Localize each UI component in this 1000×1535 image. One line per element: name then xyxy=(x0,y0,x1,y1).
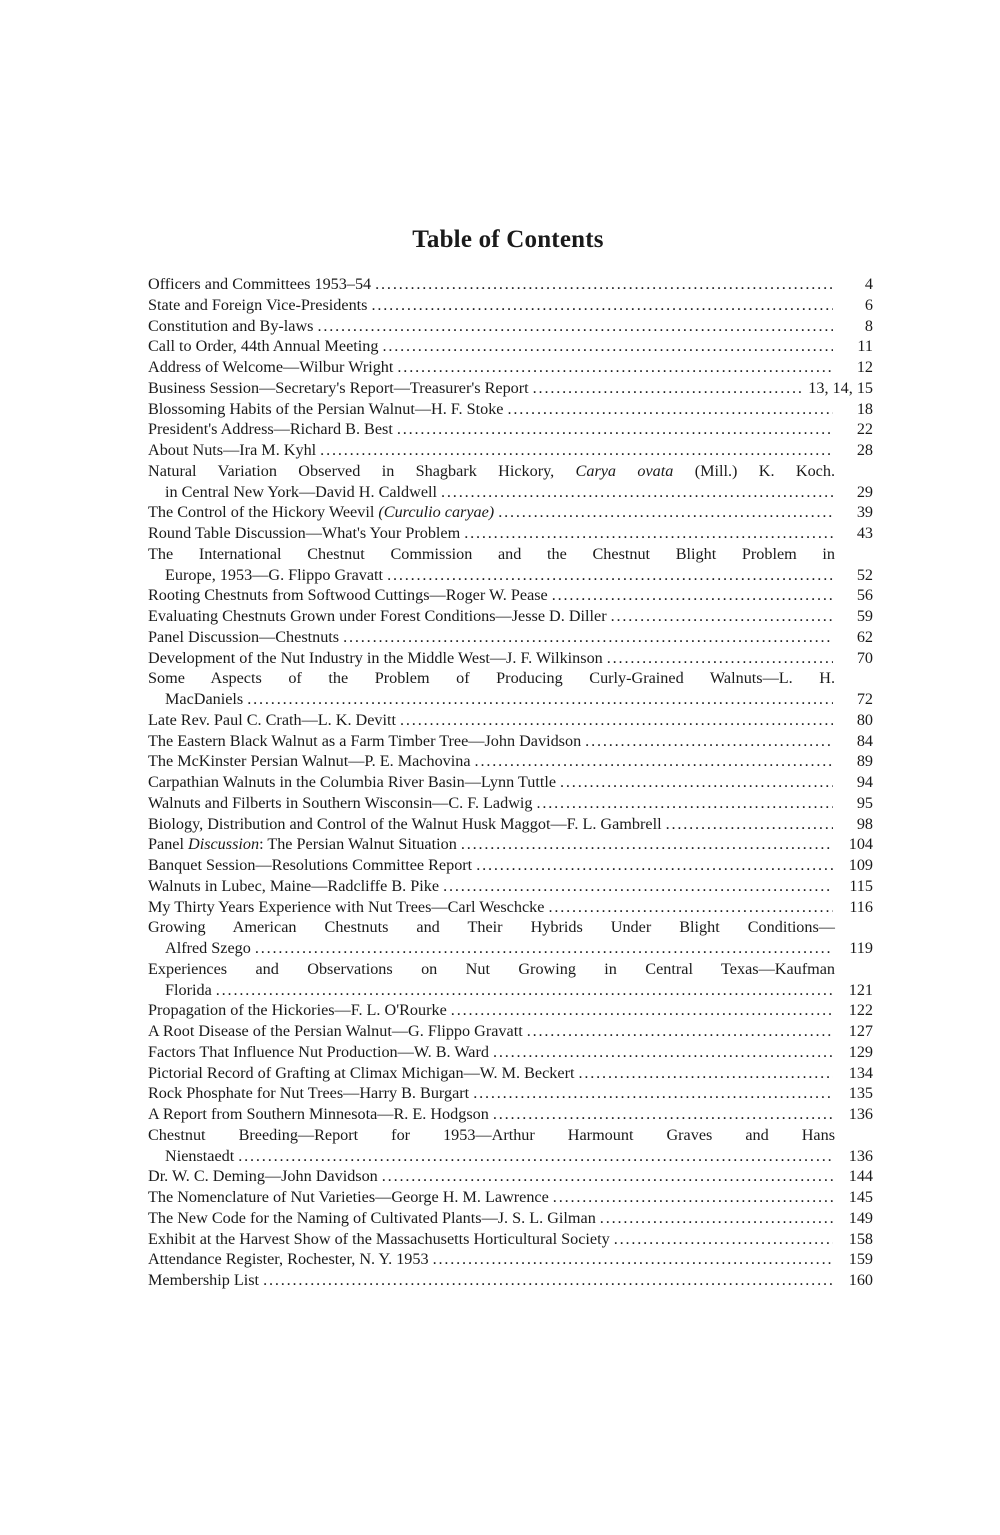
page-number: 80 xyxy=(856,710,873,729)
entry-title xyxy=(148,378,529,399)
page-number: 158 xyxy=(848,1229,873,1248)
toc-entry xyxy=(148,917,873,959)
toc-entry xyxy=(148,1000,873,1021)
page-number: 159 xyxy=(848,1250,873,1269)
toc-entry xyxy=(148,814,873,835)
entry-title-text: Natural Variation Observed in Shagbark Hickory, xyxy=(148,461,576,480)
toc-entry-line xyxy=(148,834,873,855)
entry-title-text: The New Code for the Naming of Cultivated Plants—J. S. L. Gilman xyxy=(148,1208,596,1227)
toc-entry xyxy=(148,544,873,586)
toc-entry-line xyxy=(148,502,873,523)
entry-title xyxy=(148,1063,574,1084)
entry-title-text: Carpathian Walnuts in the Columbia River Basin—Lynn Tuttle xyxy=(148,773,557,791)
page-number: 28 xyxy=(856,441,873,459)
entry-title-text: Alfred Szego xyxy=(165,939,251,957)
toc-entry-line xyxy=(148,1208,873,1229)
page-number: 119 xyxy=(849,939,873,957)
toc-entry-line xyxy=(148,855,873,876)
toc-entry-line xyxy=(148,523,873,544)
entry-title xyxy=(148,274,371,295)
page-number: 129 xyxy=(848,1042,873,1061)
entry-title-text: Rock Phosphate for Nut Trees—Harry B. Burgart xyxy=(148,1084,470,1103)
dot-leader xyxy=(393,357,833,378)
dot-leader xyxy=(472,855,833,876)
toc-entry-line xyxy=(148,1166,873,1187)
toc-entry-line xyxy=(148,689,873,710)
toc-entry xyxy=(148,378,873,399)
page-number: 160 xyxy=(848,1271,873,1289)
entry-title-text: Address of Welcome—Wilbur Wright xyxy=(148,358,394,376)
dot-leader xyxy=(523,1021,833,1042)
entry-title-text: Chestnut Breeding—Report for 1953—Arthur Harmount Graves and Hans xyxy=(148,1125,835,1144)
toc-entry-line xyxy=(148,357,873,378)
dot-leader xyxy=(383,565,833,586)
dot-leader xyxy=(548,585,833,606)
page-number: 122 xyxy=(848,1001,873,1020)
dot-leader xyxy=(469,1083,833,1104)
toc-entry-line xyxy=(148,565,873,586)
dot-leader xyxy=(371,274,833,295)
toc-entry xyxy=(148,523,873,544)
dot-leader xyxy=(471,751,833,772)
toc-entry-line xyxy=(148,1229,873,1250)
entry-title xyxy=(148,627,339,648)
toc-entry xyxy=(148,876,873,897)
entry-title xyxy=(148,1208,596,1229)
entry-title xyxy=(148,1166,378,1187)
toc-entry xyxy=(148,1187,873,1208)
entry-title-text: Dr. W. C. Deming—John Davidson xyxy=(148,1167,378,1186)
toc-entry xyxy=(148,419,873,440)
entry-title-text: Evaluating Chestnuts Grown under Forest Conditions—Jesse D. Diller xyxy=(148,607,607,625)
entry-title xyxy=(148,855,472,876)
dot-leader xyxy=(439,876,833,897)
dot-leader xyxy=(243,689,833,710)
page-number: 6 xyxy=(864,295,873,314)
toc-entry-line xyxy=(148,1042,873,1063)
toc-entry xyxy=(148,855,873,876)
entry-title xyxy=(148,710,396,731)
page-number: 95 xyxy=(856,793,873,812)
toc-entry-line xyxy=(148,606,873,627)
dot-leader xyxy=(662,814,833,835)
toc-entry-wrapped-line xyxy=(148,461,873,482)
dot-leader xyxy=(489,1104,833,1125)
entry-title xyxy=(148,1249,429,1270)
entry-title-text: The Nomenclature of Nut Varieties—George H. M. Lawrence xyxy=(148,1188,549,1206)
entry-title xyxy=(148,399,503,420)
page-number: 109 xyxy=(848,856,873,874)
entry-title-text: in Central New York—David H. Caldwell xyxy=(165,482,438,501)
entry-title-text: Attendance Register, Rochester, N. Y. 1953 xyxy=(148,1250,429,1269)
entry-title xyxy=(165,482,437,503)
toc-entry-line xyxy=(148,731,873,752)
dot-leader xyxy=(549,1187,833,1208)
toc-entry-line xyxy=(148,897,873,918)
entry-title-text: The Control of the Hickory Weevil xyxy=(148,503,379,522)
page-number: 127 xyxy=(848,1022,873,1040)
entry-title xyxy=(148,606,607,627)
dot-leader xyxy=(234,1146,833,1167)
entry-title-text: The McKinster Persian Walnut—P. E. Machovina xyxy=(148,752,471,771)
entry-title-italic: Carya ovata xyxy=(575,461,674,480)
toc-entry-line xyxy=(148,772,873,793)
entry-title xyxy=(148,648,603,669)
toc-entry xyxy=(148,731,873,752)
toc-entry-line xyxy=(148,440,873,461)
page-number: 134 xyxy=(848,1063,873,1082)
toc-entry-line xyxy=(148,980,873,1001)
entry-title-text: Walnuts in Lubec, Maine—Radcliffe B. Pike xyxy=(148,876,440,895)
page-number: 144 xyxy=(848,1167,873,1186)
toc-entry xyxy=(148,648,873,669)
entry-title xyxy=(148,814,662,835)
entry-title-text: Business Session—Secretary's Report—Treasurer's Report xyxy=(148,378,529,397)
page-number: 39 xyxy=(856,503,873,522)
entry-title xyxy=(165,689,243,710)
page-number: 70 xyxy=(856,648,873,667)
page-number: 135 xyxy=(848,1084,873,1103)
dot-leader xyxy=(460,523,833,544)
toc-entry xyxy=(148,668,873,710)
page-number: 62 xyxy=(856,627,873,646)
toc-entry xyxy=(148,834,873,855)
entry-title xyxy=(148,793,532,814)
entry-title xyxy=(148,502,494,523)
entry-title-text: Panel xyxy=(148,835,189,854)
toc-entry-line xyxy=(148,751,873,772)
dot-leader xyxy=(494,502,833,523)
dot-leader xyxy=(396,710,833,731)
page-number: 52 xyxy=(856,565,873,584)
dot-leader xyxy=(503,399,833,420)
entry-title-text: My Thirty Years Experience with Nut Trees—Carl Weschcke xyxy=(148,897,545,916)
toc-entry-line xyxy=(148,399,873,420)
toc-entry xyxy=(148,461,873,503)
dot-leader xyxy=(212,980,833,1001)
page-number: 98 xyxy=(856,814,873,833)
entry-title xyxy=(148,1000,447,1021)
page-title: Table of Contents xyxy=(412,226,604,253)
entry-title-text: Officers and Committees 1953–54 xyxy=(148,275,372,293)
dot-leader xyxy=(529,378,805,399)
entry-title-text: The Eastern Black Walnut as a Farm Timber Tree—John Davidson xyxy=(148,731,582,750)
page-number: 89 xyxy=(856,752,873,771)
page-number: 13, 14, 15 xyxy=(808,378,873,397)
toc-entry xyxy=(148,1042,873,1063)
toc-entry-line xyxy=(148,1270,873,1291)
entry-title xyxy=(148,772,556,793)
dot-leader xyxy=(607,606,833,627)
entry-title xyxy=(165,565,383,586)
page-number: 104 xyxy=(848,835,873,854)
toc-entry-line xyxy=(148,1146,873,1167)
entry-title-text: Exhibit at the Harvest Show of the Massachusetts Horticultural Society xyxy=(148,1229,610,1248)
entry-title-text: Experiences and Observations on Nut Growing in Central Texas—Kaufman xyxy=(148,959,835,978)
page-number: 8 xyxy=(864,316,873,335)
toc-entry-wrapped-line xyxy=(148,668,873,689)
toc-entry-line xyxy=(148,336,873,357)
dot-leader xyxy=(378,1166,833,1187)
toc-entry-line xyxy=(148,419,873,440)
toc-entry xyxy=(148,606,873,627)
toc-entry xyxy=(148,793,873,814)
entry-title xyxy=(165,980,212,1001)
entry-title-text: Pictorial Record of Grafting at Climax Michigan—W. M. Beckert xyxy=(148,1063,575,1082)
toc-entry-line xyxy=(148,876,873,897)
toc-entry-line xyxy=(148,793,873,814)
entry-title-text: Rooting Chestnuts from Softwood Cuttings—Roger W. Pease xyxy=(148,586,548,605)
toc-entry-wrapped-line xyxy=(148,544,873,565)
toc-entry-line xyxy=(148,710,873,731)
entry-title xyxy=(148,336,378,357)
toc-entry-line xyxy=(148,1187,873,1208)
entry-title-text: (Mill.) K. Koch. xyxy=(673,461,835,480)
toc-entry-line xyxy=(148,1000,873,1021)
entry-title-italic: (Curculio caryae) xyxy=(378,503,495,522)
entry-title xyxy=(148,876,439,897)
entry-title xyxy=(148,523,460,544)
toc-entry-line xyxy=(148,1104,873,1125)
entry-title-text: Walnuts and Filberts in Southern Wisconsin—C. F. Ladwig xyxy=(148,793,533,812)
entry-title xyxy=(148,1042,489,1063)
toc-entry xyxy=(148,751,873,772)
entry-title-text: About Nuts—Ira M. Kyhl xyxy=(148,441,317,459)
entry-title-text: Round Table Discussion—What's Your Problem xyxy=(148,524,461,542)
dot-leader xyxy=(489,1042,833,1063)
page-number: 59 xyxy=(856,607,873,625)
toc-entry xyxy=(148,357,873,378)
dot-leader xyxy=(447,1000,833,1021)
dot-leader xyxy=(556,772,833,793)
dot-leader xyxy=(603,648,833,669)
toc-entry xyxy=(148,399,873,420)
toc-entry-line xyxy=(148,585,873,606)
toc-entry xyxy=(148,274,873,295)
toc-entry xyxy=(148,772,873,793)
dot-leader xyxy=(596,1208,833,1229)
page-number: 72 xyxy=(856,690,873,708)
page-number: 4 xyxy=(864,275,873,293)
entry-title-text: A Root Disease of the Persian Walnut—G. Flippo Gravatt xyxy=(148,1022,523,1040)
entry-title-italic: Discussion xyxy=(188,835,260,854)
dot-leader xyxy=(581,731,833,752)
entry-title-text: Factors That Influence Nut Production—W. B. Ward xyxy=(148,1042,489,1061)
toc-entry xyxy=(148,1208,873,1229)
toc-entry xyxy=(148,1249,873,1270)
entry-title-text: A Report from Southern Minnesota—R. E. Hodgson xyxy=(148,1105,489,1123)
toc-entry xyxy=(148,295,873,316)
page-number: 136 xyxy=(848,1146,873,1165)
entry-title-text: : The Persian Walnut Situation xyxy=(259,835,457,854)
entry-title-text: Europe, 1953—G. Flippo Gravatt xyxy=(165,565,384,584)
page-number: 136 xyxy=(848,1105,873,1123)
entry-title-text: State and Foreign Vice-Presidents xyxy=(148,295,368,314)
page-number: 121 xyxy=(848,980,873,999)
toc-entry xyxy=(148,710,873,731)
entry-title-text: MacDaniels xyxy=(165,690,244,708)
page-number: 43 xyxy=(856,524,873,542)
toc-entry-line xyxy=(148,1063,873,1084)
toc-entry xyxy=(148,1083,873,1104)
entry-title xyxy=(165,1146,234,1167)
toc-entry-line xyxy=(148,482,873,503)
entry-title-text: Blossoming Habits of the Persian Walnut—H. F. Stoke xyxy=(148,399,504,418)
page-number: 145 xyxy=(848,1188,873,1206)
toc-entry-line xyxy=(148,316,873,337)
dot-leader xyxy=(313,316,833,337)
entry-title-text: Growing American Chestnuts and Their Hybrids Under Blight Conditions— xyxy=(148,918,835,937)
toc-entry xyxy=(148,1166,873,1187)
toc-entry-line xyxy=(148,1249,873,1270)
dot-leader xyxy=(367,295,833,316)
entry-title-text: Late Rev. Paul C. Crath—L. K. Devitt xyxy=(148,710,397,729)
dot-leader xyxy=(437,482,833,503)
toc-entry-line xyxy=(148,1083,873,1104)
toc-entry-line xyxy=(148,274,873,295)
dot-leader xyxy=(429,1249,833,1270)
entry-title xyxy=(148,316,313,337)
entry-title xyxy=(148,419,393,440)
toc-entry xyxy=(148,1270,873,1291)
entry-title-text: Some Aspects of the Problem of Producing Curly-Grained Walnuts—L. H. xyxy=(148,669,835,688)
dot-leader xyxy=(251,938,833,959)
page-number: 94 xyxy=(856,773,873,791)
toc-entry xyxy=(148,336,873,357)
toc-entry-line xyxy=(148,295,873,316)
entry-title xyxy=(148,1083,469,1104)
page-number: 115 xyxy=(849,876,873,895)
toc-entry-line xyxy=(148,378,873,399)
entry-title-text: Call to Order, 44th Annual Meeting xyxy=(148,337,379,356)
entry-title-text: The International Chestnut Commission and the Chestnut Blight Problem in xyxy=(148,544,835,563)
toc-entry xyxy=(148,502,873,523)
toc-entry xyxy=(148,1104,873,1125)
entry-title xyxy=(148,357,393,378)
toc-entry-line xyxy=(148,938,873,959)
dot-leader xyxy=(532,793,833,814)
toc-entry xyxy=(148,1125,873,1167)
entry-title-text: Panel Discussion—Chestnuts xyxy=(148,627,340,646)
dot-leader xyxy=(610,1229,833,1250)
dot-leader xyxy=(339,627,833,648)
entry-title xyxy=(148,1270,259,1291)
entry-title xyxy=(148,440,316,461)
entry-title xyxy=(165,938,251,959)
dot-leader xyxy=(259,1270,833,1291)
entry-title xyxy=(148,834,457,855)
page-number: 18 xyxy=(856,399,873,418)
page-number: 84 xyxy=(856,731,873,750)
page-number: 56 xyxy=(856,586,873,605)
page-number: 149 xyxy=(848,1208,873,1227)
entry-title xyxy=(148,585,548,606)
toc-entry xyxy=(148,959,873,1001)
entry-title-text: Propagation of the Hickories—F. L. O'Rourke xyxy=(148,1001,447,1020)
entry-title-text: President's Address—Richard B. Best xyxy=(148,420,393,439)
entry-title-text: Banquet Session—Resolutions Committee Report xyxy=(148,856,473,874)
page-number: 22 xyxy=(856,420,873,439)
toc-entry xyxy=(148,316,873,337)
toc-entry xyxy=(148,440,873,461)
toc-entry-line xyxy=(148,1021,873,1042)
page-number: 11 xyxy=(857,337,873,356)
toc-entry-line xyxy=(148,814,873,835)
dot-leader xyxy=(316,440,833,461)
toc-entry-line xyxy=(148,648,873,669)
table-of-contents xyxy=(148,274,873,1291)
toc-entry xyxy=(148,627,873,648)
toc-entry-wrapped-line xyxy=(148,917,873,938)
toc-entry xyxy=(148,1229,873,1250)
dot-leader xyxy=(544,897,833,918)
entry-title xyxy=(148,897,544,918)
dot-leader xyxy=(378,336,833,357)
dot-leader xyxy=(457,834,833,855)
toc-entry-wrapped-line xyxy=(148,959,873,980)
entry-title xyxy=(148,295,367,316)
entry-title-text: Florida xyxy=(165,980,212,999)
toc-entry xyxy=(148,1021,873,1042)
toc-entry-wrapped-line xyxy=(148,1125,873,1146)
toc-entry xyxy=(148,897,873,918)
entry-title-text: Biology, Distribution and Control of the Walnut Husk Maggot—F. L. Gambrell xyxy=(148,814,662,833)
page-number: 29 xyxy=(856,482,873,501)
toc-entry xyxy=(148,585,873,606)
dot-leader xyxy=(393,419,833,440)
entry-title xyxy=(148,1229,610,1250)
entry-title-text: Constitution and By-laws xyxy=(148,316,314,335)
entry-title-text: Membership List xyxy=(148,1271,260,1289)
entry-title-text: Nienstaedt xyxy=(165,1146,235,1165)
entry-title-text: Development of the Nut Industry in the Middle West—J. F. Wilkinson xyxy=(148,648,603,667)
entry-title xyxy=(148,1187,549,1208)
entry-title xyxy=(148,751,471,772)
page-number: 12 xyxy=(856,358,873,376)
entry-title xyxy=(148,731,581,752)
page-number: 116 xyxy=(849,897,873,916)
toc-entry xyxy=(148,1063,873,1084)
entry-title xyxy=(148,1021,523,1042)
entry-title xyxy=(148,1104,489,1125)
toc-entry-line xyxy=(148,627,873,648)
dot-leader xyxy=(574,1063,833,1084)
